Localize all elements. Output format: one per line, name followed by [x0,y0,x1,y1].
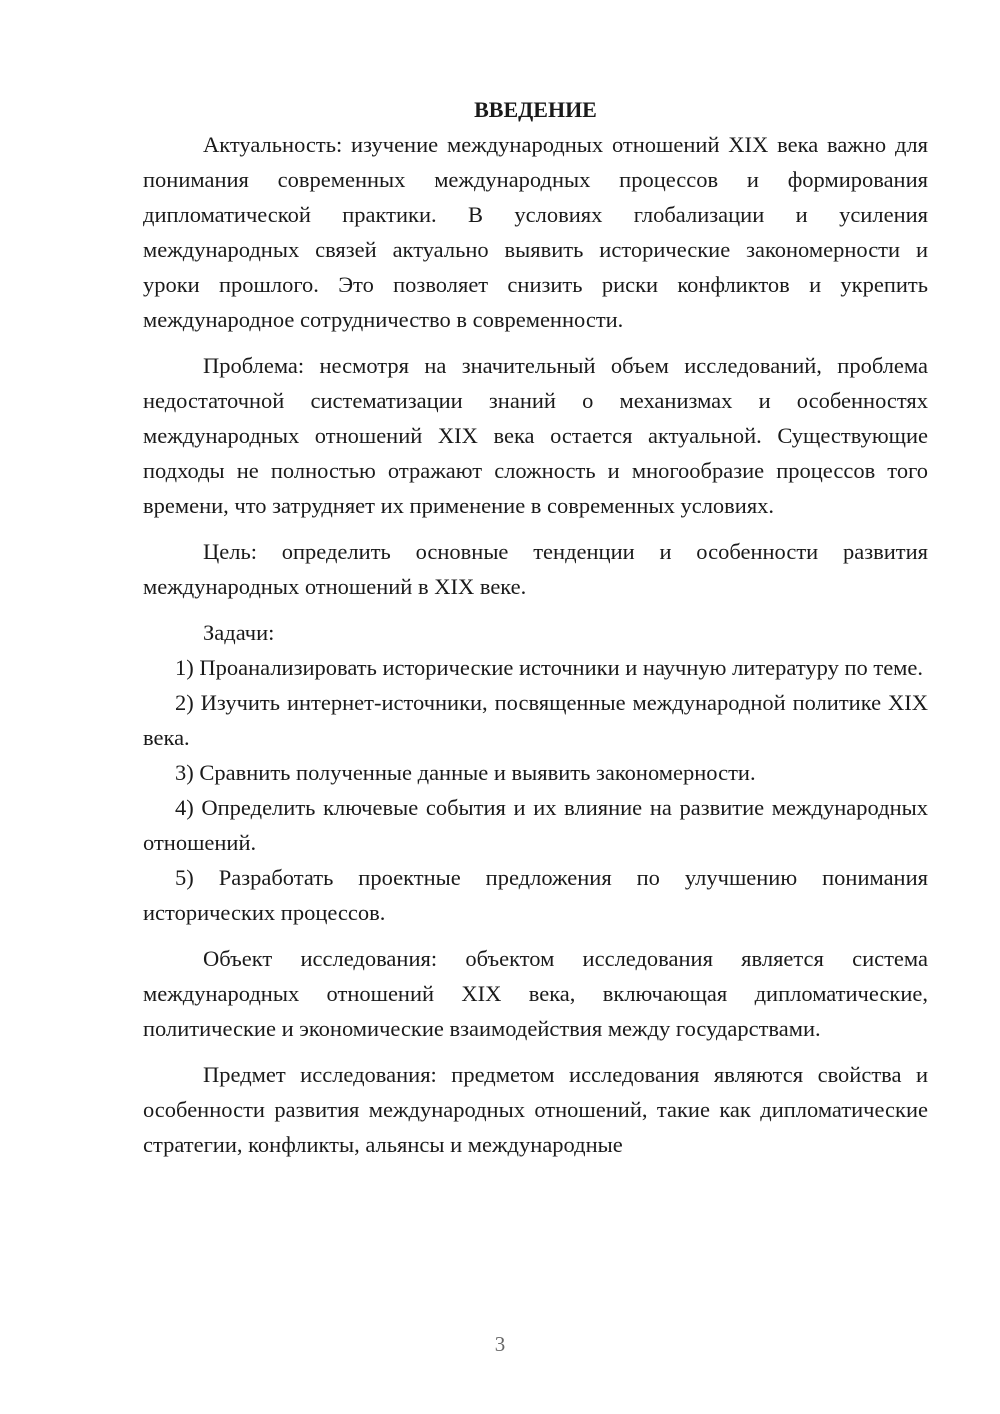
task-item-4: 4) Определить ключевые события и их влияние на развитие международных отношений. [143,795,928,855]
page-content [143,92,928,1162]
paragraph-relevance: Актуальность: изучение международных отношений XIX века важно для понимания современных международных процессов и формирования дипломатической практики. В условиях глобализации и усиления международных связей актуально выявить исторические закономерности и уроки прошлого. Это позволяет снизить риски конфликтов и укрепить международное сотрудничество в современности. [143,132,928,332]
page-number: 3 [494,1332,506,1356]
task-item-2: 2) Изучить интернет-источники, посвященные международной политике XIX века. [143,690,928,750]
task-item-3: 3) Сравнить полученные данные и выявить закономерности. [175,760,756,785]
tasks-heading: Задачи: [203,620,275,645]
task-item-1: 1) Проанализировать исторические источники и научную литературу по теме. [175,655,924,680]
paragraph-object: Объект исследования: объектом исследования является система международных отношений XIX века, включающая дипломатические, политические и экономические взаимодействия между государствами. [143,946,928,1041]
paragraph-subject: Предмет исследования: предметом исследования являются свойства и особенности развития международных отношений, такие как дипломатические стратегии, конфликты, альянсы и международные [143,1062,928,1157]
section-title: ВВЕДЕНИЕ [474,97,597,122]
paragraph-problem: Проблема: несмотря на значительный объем исследований, проблема недостаточной систематизации знаний о механизмах и особенностях международных отношений XIX века остается актуальной. Существующие подходы не полностью отражают сложность и многообразие процессов того времени, что затрудняет их применение в современных условиях. [143,353,928,518]
task-item-5: 5) Разработать проектные предложения по улучшению понимания исторических процессов. [143,865,928,925]
paragraph-goal: Цель: определить основные тенденции и особенности развития международных отношений в XIX веке. [143,539,928,599]
